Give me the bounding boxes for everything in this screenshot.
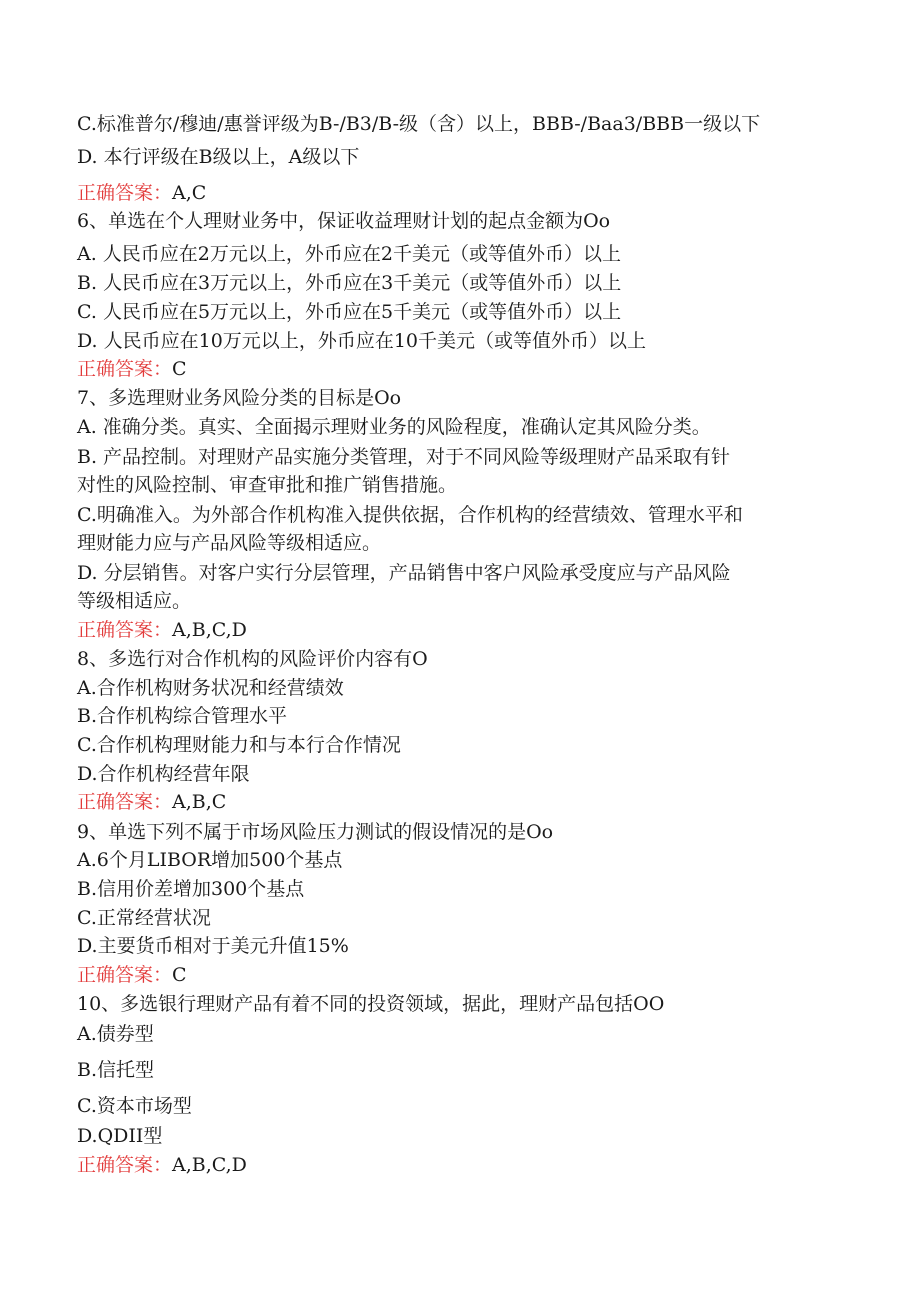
answer-line <box>77 1153 247 1177</box>
option-line: C. 人民币应在5万元以上，外币应在5千美元（或等值外币）以上 <box>77 301 622 323</box>
option-line: B.信用价差增加300个基点 <box>77 878 305 900</box>
answer-value: A,B,C,D <box>172 619 247 641</box>
option-line: D.合作机构经营年限 <box>77 763 250 785</box>
answer-line <box>77 181 206 205</box>
option-line: A.债券型 <box>77 1023 154 1045</box>
answer-label: 正确答案： <box>77 358 173 380</box>
answer-value: A,B,C <box>172 791 227 813</box>
option-line: 等级相适应。 <box>77 590 192 612</box>
answer-line <box>77 963 187 987</box>
option-line: C.标准普尔/穆迪/惠誉评级为B-/B3/B-级（含）以上，BBB-/Baa3/BBB一级以下 <box>77 113 761 135</box>
option-line: A. 准确分类。真实、全面揭示理财业务的风险程度，准确认定其风险分类。 <box>77 416 711 438</box>
option-line: A.6个月LIBOR增加500个基点 <box>77 849 343 871</box>
option-line: A.合作机构财务状况和经营绩效 <box>77 677 344 699</box>
answer-label: 正确答案： <box>77 964 173 986</box>
option-line: B.信托型 <box>77 1059 155 1081</box>
option-line: D. 本行评级在B级以上，A级以下 <box>77 146 360 168</box>
option-line: C.明确准入。为外部合作机构准入提供依据，合作机构的经营绩效、管理水平和 <box>77 504 743 526</box>
option-line: A. 人民币应在2万元以上，外币应在2千美元（或等值外币）以上 <box>77 243 621 265</box>
answer-label: 正确答案： <box>77 619 173 641</box>
question-line: 10、多选银行理财产品有着不同的投资领域，据此，理财产品包括OO <box>77 993 665 1015</box>
option-line: 对性的风险控制、审查审批和推广销售措施。 <box>77 474 458 496</box>
option-line: 理财能力应与产品风险等级相适应。 <box>77 532 382 554</box>
answer-value: A,B,C,D <box>172 1154 247 1176</box>
answer-label: 正确答案： <box>77 182 173 204</box>
option-line: B. 人民币应在3万元以上，外币应在3千美元（或等值外币）以上 <box>77 272 622 294</box>
option-line: D. 分层销售。对客户实行分层管理，产品销售中客户风险承受度应与产品风险 <box>77 562 731 584</box>
answer-value: C <box>172 358 187 380</box>
option-line: B.合作机构综合管理水平 <box>77 705 288 727</box>
answer-value: A,C <box>172 182 207 204</box>
option-line: C.资本市场型 <box>77 1095 192 1117</box>
question-line: 7、多选理财业务风险分类的目标是Oo <box>77 387 402 409</box>
answer-line <box>77 357 187 381</box>
answer-value: C <box>172 964 187 986</box>
option-line: B. 产品控制。对理财产品实施分类管理，对于不同风险等级理财产品采取有针 <box>77 446 731 468</box>
option-line: C.合作机构理财能力和与本行合作情况 <box>77 734 401 756</box>
option-line: D.主要货币相对于美元升值15% <box>77 935 349 957</box>
question-line: 8、多选行对合作机构的风险评价内容有O <box>77 648 428 670</box>
option-line: D. 人民币应在10万元以上，外币应在10千美元（或等值外币）以上 <box>77 330 646 352</box>
answer-line <box>77 618 247 642</box>
answer-line <box>77 790 226 814</box>
answer-label: 正确答案： <box>77 1154 173 1176</box>
option-line: C.正常经营状况 <box>77 907 211 929</box>
answer-label: 正确答案： <box>77 791 173 813</box>
question-line: 6、单选在个人理财业务中，保证收益理财计划的起点金额为Oo <box>77 210 611 232</box>
option-line: D.QDII型 <box>77 1125 163 1147</box>
question-line: 9、单选下列不属于市场风险压力测试的假设情况的是Oo <box>77 821 554 843</box>
